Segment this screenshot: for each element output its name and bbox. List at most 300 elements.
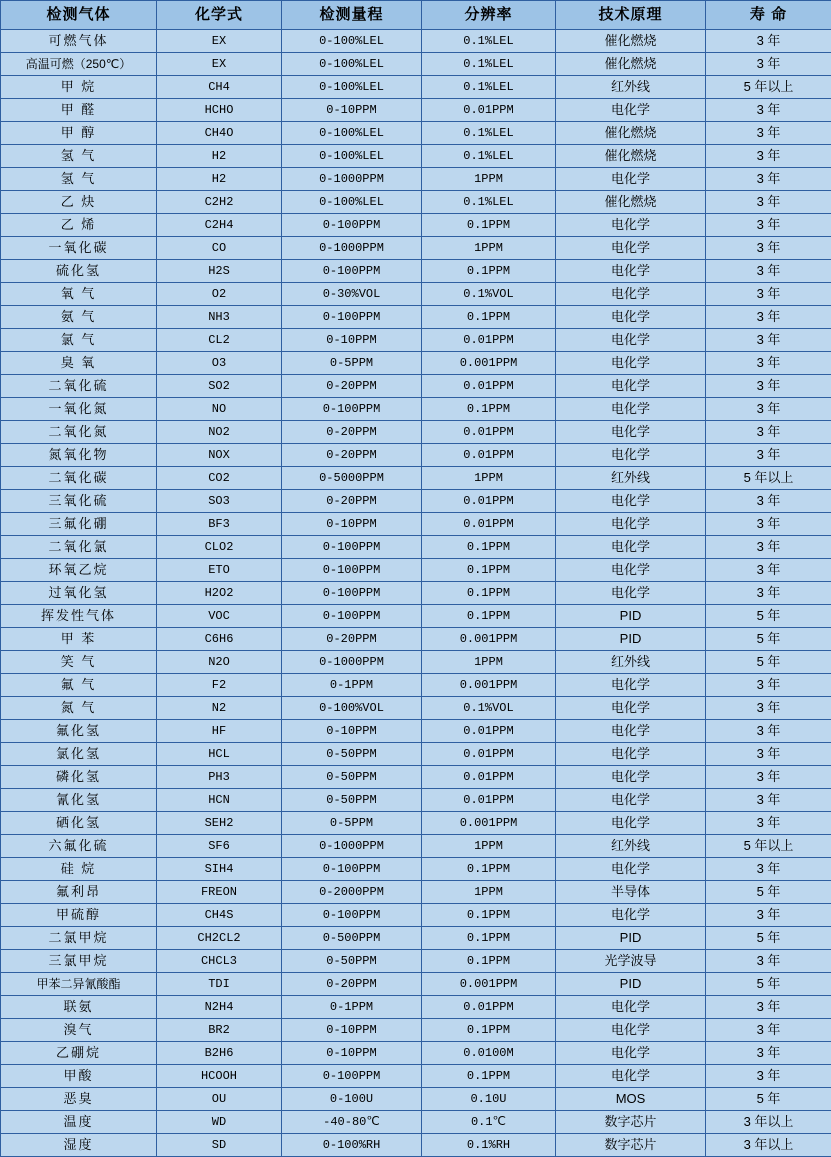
cell-life: 3 年 [706, 122, 831, 145]
cell-range: 0-100%LEL [282, 122, 422, 145]
cell-tech: 电化学 [556, 283, 706, 306]
cell-tech: 电化学 [556, 375, 706, 398]
cell-name: 环氧乙烷 [1, 559, 157, 582]
cell-life: 3 年 [706, 191, 831, 214]
table-row [1, 812, 831, 835]
cell-code: SEH2 [157, 812, 282, 835]
table-row [1, 30, 831, 53]
cell-tech: 电化学 [556, 398, 706, 421]
cell-code: SF6 [157, 835, 282, 858]
cell-code: CO2 [157, 467, 282, 490]
cell-res: 0.01PPM [422, 743, 556, 766]
cell-tech: 电化学 [556, 237, 706, 260]
cell-res: 1PPM [422, 168, 556, 191]
cell-name: 氰化氢 [1, 789, 157, 812]
cell-code: HCOOH [157, 1065, 282, 1088]
cell-range: 0-20PPM [282, 490, 422, 513]
table-row [1, 651, 831, 674]
cell-life: 5 年以上 [706, 76, 831, 99]
cell-code: SD [157, 1134, 282, 1157]
cell-code: SIH4 [157, 858, 282, 881]
cell-range: 0-100PPM [282, 904, 422, 927]
cell-code: N2H4 [157, 996, 282, 1019]
cell-range: 0-20PPM [282, 628, 422, 651]
cell-res: 0.001PPM [422, 973, 556, 996]
table-row [1, 237, 831, 260]
cell-name: 乙 炔 [1, 191, 157, 214]
cell-name: 氢 气 [1, 168, 157, 191]
cell-code: VOC [157, 605, 282, 628]
cell-life: 5 年以上 [706, 467, 831, 490]
cell-range: 0-100%LEL [282, 30, 422, 53]
cell-res: 0.1%LEL [422, 76, 556, 99]
table-row [1, 536, 831, 559]
cell-range: 0-50PPM [282, 743, 422, 766]
cell-range: 0-5PPM [282, 812, 422, 835]
cell-name: 笑 气 [1, 651, 157, 674]
cell-tech: 催化燃烧 [556, 145, 706, 168]
cell-tech: 电化学 [556, 1019, 706, 1042]
cell-life: 3 年 [706, 421, 831, 444]
table-row [1, 467, 831, 490]
cell-range: 0-100PPM [282, 214, 422, 237]
table-row [1, 1042, 831, 1065]
cell-code: H2 [157, 145, 282, 168]
table-row [1, 582, 831, 605]
cell-code: NH3 [157, 306, 282, 329]
cell-tech: PID [556, 927, 706, 950]
cell-life: 3 年 [706, 214, 831, 237]
cell-range: 0-100%LEL [282, 145, 422, 168]
cell-range: 0-10PPM [282, 1042, 422, 1065]
cell-range: 0-10PPM [282, 720, 422, 743]
cell-life: 3 年 [706, 996, 831, 1019]
cell-name: 甲 烷 [1, 76, 157, 99]
cell-range: 0-10PPM [282, 1019, 422, 1042]
cell-tech: 红外线 [556, 76, 706, 99]
cell-tech: 电化学 [556, 513, 706, 536]
cell-res: 0.1℃ [422, 1111, 556, 1134]
cell-code: CLO2 [157, 536, 282, 559]
cell-name: 甲 醇 [1, 122, 157, 145]
cell-tech: 电化学 [556, 858, 706, 881]
table-row [1, 99, 831, 122]
cell-life: 3 年 [706, 490, 831, 513]
cell-tech: 电化学 [556, 674, 706, 697]
table-row [1, 973, 831, 996]
cell-name: 恶臭 [1, 1088, 157, 1111]
table-row [1, 306, 831, 329]
cell-res: 1PPM [422, 237, 556, 260]
cell-name: 三氯甲烷 [1, 950, 157, 973]
cell-life: 3 年 [706, 674, 831, 697]
cell-life: 5 年 [706, 973, 831, 996]
cell-res: 0.1PPM [422, 1019, 556, 1042]
cell-life: 5 年 [706, 651, 831, 674]
cell-res: 1PPM [422, 881, 556, 904]
cell-name: 挥发性气体 [1, 605, 157, 628]
cell-life: 5 年 [706, 628, 831, 651]
cell-life: 3 年 [706, 329, 831, 352]
cell-name: 二氧化氮 [1, 421, 157, 444]
cell-life: 3 年 [706, 789, 831, 812]
cell-res: 0.1PPM [422, 858, 556, 881]
cell-res: 0.1PPM [422, 904, 556, 927]
cell-code: SO2 [157, 375, 282, 398]
cell-code: HCL [157, 743, 282, 766]
cell-res: 0.1PPM [422, 950, 556, 973]
cell-range: 0-100PPM [282, 260, 422, 283]
table-row [1, 329, 831, 352]
cell-code: C2H2 [157, 191, 282, 214]
header-resolution: 分辨率 [422, 1, 556, 30]
table-row [1, 559, 831, 582]
table-row [1, 697, 831, 720]
table-row [1, 743, 831, 766]
cell-code: H2 [157, 168, 282, 191]
cell-life: 3 年 [706, 145, 831, 168]
cell-tech: 数字芯片 [556, 1134, 706, 1157]
cell-code: NO [157, 398, 282, 421]
cell-res: 0.1PPM [422, 214, 556, 237]
cell-res: 0.1%LEL [422, 30, 556, 53]
cell-life: 3 年 [706, 720, 831, 743]
cell-range: 0-1PPM [282, 996, 422, 1019]
cell-res: 0.01PPM [422, 421, 556, 444]
cell-res: 0.001PPM [422, 628, 556, 651]
cell-code: BF3 [157, 513, 282, 536]
table-row [1, 513, 831, 536]
cell-name: 高温可燃（250℃） [1, 53, 157, 76]
cell-range: 0-10PPM [282, 513, 422, 536]
table-row [1, 1088, 831, 1111]
cell-code: F2 [157, 674, 282, 697]
cell-range: -40-80℃ [282, 1111, 422, 1134]
table-row [1, 214, 831, 237]
cell-res: 0.01PPM [422, 375, 556, 398]
table-row [1, 628, 831, 651]
cell-tech: PID [556, 628, 706, 651]
cell-tech: 催化燃烧 [556, 30, 706, 53]
cell-code: H2O2 [157, 582, 282, 605]
cell-name: 氯化氢 [1, 743, 157, 766]
cell-code: N2 [157, 697, 282, 720]
cell-life: 3 年 [706, 444, 831, 467]
table-row [1, 168, 831, 191]
table-row [1, 490, 831, 513]
cell-tech: 电化学 [556, 329, 706, 352]
table-row [1, 260, 831, 283]
cell-life: 5 年 [706, 927, 831, 950]
cell-name: 甲 苯 [1, 628, 157, 651]
cell-code: C6H6 [157, 628, 282, 651]
cell-res: 0.1PPM [422, 306, 556, 329]
cell-tech: 电化学 [556, 444, 706, 467]
table-row [1, 835, 831, 858]
table-row [1, 444, 831, 467]
table-row [1, 1134, 831, 1157]
table-row [1, 927, 831, 950]
table-row [1, 398, 831, 421]
cell-life: 3 年 [706, 697, 831, 720]
cell-res: 0.01PPM [422, 99, 556, 122]
table-row [1, 1019, 831, 1042]
table-row [1, 1111, 831, 1134]
cell-name: 臭 氧 [1, 352, 157, 375]
cell-code: BR2 [157, 1019, 282, 1042]
table-row [1, 375, 831, 398]
cell-name: 溴气 [1, 1019, 157, 1042]
cell-range: 0-1PPM [282, 674, 422, 697]
cell-range: 0-100%LEL [282, 76, 422, 99]
cell-name: 三氧化硫 [1, 490, 157, 513]
cell-tech: 电化学 [556, 421, 706, 444]
cell-code: SO3 [157, 490, 282, 513]
cell-tech: 电化学 [556, 812, 706, 835]
cell-life: 3 年 [706, 283, 831, 306]
cell-range: 0-5PPM [282, 352, 422, 375]
cell-res: 0.1PPM [422, 605, 556, 628]
cell-res: 0.1%LEL [422, 53, 556, 76]
cell-res: 0.01PPM [422, 490, 556, 513]
cell-range: 0-1000PPM [282, 835, 422, 858]
cell-name: 氟 气 [1, 674, 157, 697]
cell-range: 0-500PPM [282, 927, 422, 950]
cell-name: 硒化氢 [1, 812, 157, 835]
cell-range: 0-5000PPM [282, 467, 422, 490]
cell-res: 0.1PPM [422, 927, 556, 950]
cell-name: 二氯甲烷 [1, 927, 157, 950]
cell-res: 0.1PPM [422, 582, 556, 605]
cell-name: 六氟化硫 [1, 835, 157, 858]
cell-life: 5 年 [706, 881, 831, 904]
cell-tech: 电化学 [556, 99, 706, 122]
cell-tech: 电化学 [556, 743, 706, 766]
cell-life: 3 年 [706, 53, 831, 76]
cell-life: 3 年 [706, 904, 831, 927]
cell-name: 乙 烯 [1, 214, 157, 237]
cell-name: 氟化氢 [1, 720, 157, 743]
cell-range: 0-30%VOL [282, 283, 422, 306]
cell-life: 3 年 [706, 582, 831, 605]
cell-code: CHCL3 [157, 950, 282, 973]
cell-code: CH4O [157, 122, 282, 145]
cell-name: 硫化氢 [1, 260, 157, 283]
cell-range: 0-100PPM [282, 858, 422, 881]
cell-res: 0.1PPM [422, 559, 556, 582]
cell-res: 0.1%LEL [422, 145, 556, 168]
cell-res: 0.1PPM [422, 1065, 556, 1088]
cell-code: ETO [157, 559, 282, 582]
cell-range: 0-100PPM [282, 398, 422, 421]
cell-res: 0.01PPM [422, 513, 556, 536]
cell-life: 3 年 [706, 513, 831, 536]
cell-name: 可燃气体 [1, 30, 157, 53]
table-header [1, 1, 831, 30]
cell-range: 0-100U [282, 1088, 422, 1111]
cell-life: 3 年 [706, 30, 831, 53]
cell-tech: MOS [556, 1088, 706, 1111]
cell-code: B2H6 [157, 1042, 282, 1065]
cell-tech: 催化燃烧 [556, 122, 706, 145]
table-row [1, 996, 831, 1019]
cell-name: 氧 气 [1, 283, 157, 306]
cell-tech: 电化学 [556, 582, 706, 605]
table-row [1, 122, 831, 145]
table-row [1, 881, 831, 904]
cell-life: 3 年 [706, 1065, 831, 1088]
cell-res: 0.1%VOL [422, 697, 556, 720]
header-detection-range: 检测量程 [282, 1, 422, 30]
cell-tech: 电化学 [556, 697, 706, 720]
cell-range: 0-50PPM [282, 789, 422, 812]
table-row [1, 191, 831, 214]
cell-tech: 电化学 [556, 559, 706, 582]
cell-tech: 电化学 [556, 260, 706, 283]
cell-name: 乙硼烷 [1, 1042, 157, 1065]
table-row [1, 283, 831, 306]
cell-range: 0-1000PPM [282, 237, 422, 260]
cell-tech: 电化学 [556, 720, 706, 743]
header-row [1, 1, 831, 30]
cell-name: 磷化氢 [1, 766, 157, 789]
cell-name: 硅 烷 [1, 858, 157, 881]
cell-life: 3 年以上 [706, 1111, 831, 1134]
cell-res: 0.01PPM [422, 789, 556, 812]
cell-tech: 电化学 [556, 1042, 706, 1065]
cell-tech: 红外线 [556, 467, 706, 490]
cell-res: 0.001PPM [422, 352, 556, 375]
table-row [1, 858, 831, 881]
header-technology: 技术原理 [556, 1, 706, 30]
cell-name: 甲苯二异氰酸酯 [1, 973, 157, 996]
cell-code: O3 [157, 352, 282, 375]
table-body [1, 30, 831, 1157]
cell-tech: 电化学 [556, 789, 706, 812]
cell-code: PH3 [157, 766, 282, 789]
cell-range: 0-100%LEL [282, 191, 422, 214]
cell-name: 二氧化硫 [1, 375, 157, 398]
cell-range: 0-20PPM [282, 375, 422, 398]
cell-code: CL2 [157, 329, 282, 352]
cell-res: 0.1PPM [422, 260, 556, 283]
cell-life: 3 年以上 [706, 1134, 831, 1157]
cell-life: 3 年 [706, 743, 831, 766]
cell-tech: 数字芯片 [556, 1111, 706, 1134]
cell-range: 0-10PPM [282, 329, 422, 352]
cell-name: 二氧化碳 [1, 467, 157, 490]
table-row [1, 720, 831, 743]
cell-life: 3 年 [706, 559, 831, 582]
cell-name: 氯 气 [1, 329, 157, 352]
cell-range: 0-1000PPM [282, 168, 422, 191]
table-row [1, 674, 831, 697]
cell-life: 3 年 [706, 1042, 831, 1065]
cell-range: 0-20PPM [282, 444, 422, 467]
cell-range: 0-100PPM [282, 559, 422, 582]
table-row [1, 1065, 831, 1088]
cell-name: 温度 [1, 1111, 157, 1134]
cell-life: 3 年 [706, 398, 831, 421]
cell-tech: 电化学 [556, 490, 706, 513]
cell-name: 氢 气 [1, 145, 157, 168]
cell-life: 3 年 [706, 858, 831, 881]
cell-code: HCN [157, 789, 282, 812]
cell-res: 0.1PPM [422, 398, 556, 421]
cell-range: 0-1000PPM [282, 651, 422, 674]
cell-name: 湿度 [1, 1134, 157, 1157]
cell-code: EX [157, 30, 282, 53]
cell-range: 0-100%VOL [282, 697, 422, 720]
table-row [1, 421, 831, 444]
table-row [1, 950, 831, 973]
cell-life: 3 年 [706, 536, 831, 559]
cell-life: 3 年 [706, 168, 831, 191]
cell-range: 0-20PPM [282, 973, 422, 996]
cell-res: 0.01PPM [422, 720, 556, 743]
cell-range: 0-20PPM [282, 421, 422, 444]
cell-code: CH4 [157, 76, 282, 99]
cell-res: 0.0100M [422, 1042, 556, 1065]
cell-life: 3 年 [706, 306, 831, 329]
table-row [1, 766, 831, 789]
cell-range: 0-100PPM [282, 306, 422, 329]
cell-tech: 电化学 [556, 306, 706, 329]
cell-life: 3 年 [706, 950, 831, 973]
cell-res: 0.01PPM [422, 329, 556, 352]
cell-range: 0-100PPM [282, 1065, 422, 1088]
cell-res: 1PPM [422, 467, 556, 490]
cell-range: 0-100PPM [282, 605, 422, 628]
cell-res: 0.01PPM [422, 996, 556, 1019]
cell-res: 1PPM [422, 835, 556, 858]
cell-name: 甲硫醇 [1, 904, 157, 927]
cell-res: 0.1%VOL [422, 283, 556, 306]
cell-tech: PID [556, 973, 706, 996]
cell-code: C2H4 [157, 214, 282, 237]
cell-code: EX [157, 53, 282, 76]
cell-tech: 红外线 [556, 651, 706, 674]
cell-code: NO2 [157, 421, 282, 444]
cell-code: CH4S [157, 904, 282, 927]
cell-life: 3 年 [706, 352, 831, 375]
table-row [1, 145, 831, 168]
cell-res: 0.1%RH [422, 1134, 556, 1157]
cell-name: 氮 气 [1, 697, 157, 720]
cell-name: 氨 气 [1, 306, 157, 329]
cell-life: 5 年 [706, 1088, 831, 1111]
cell-life: 3 年 [706, 1019, 831, 1042]
table-row [1, 904, 831, 927]
cell-code: FREON [157, 881, 282, 904]
cell-code: OU [157, 1088, 282, 1111]
cell-name: 过氧化氢 [1, 582, 157, 605]
cell-range: 0-50PPM [282, 950, 422, 973]
table-row [1, 352, 831, 375]
cell-range: 0-100%RH [282, 1134, 422, 1157]
cell-range: 0-100%LEL [282, 53, 422, 76]
cell-res: 0.1%LEL [422, 191, 556, 214]
cell-tech: PID [556, 605, 706, 628]
cell-res: 0.01PPM [422, 444, 556, 467]
header-gas-name: 检测气体 [1, 1, 157, 30]
cell-res: 0.10U [422, 1088, 556, 1111]
cell-life: 5 年以上 [706, 835, 831, 858]
cell-name: 一氧化碳 [1, 237, 157, 260]
cell-res: 1PPM [422, 651, 556, 674]
cell-tech: 电化学 [556, 214, 706, 237]
header-lifespan: 寿 命 [706, 1, 831, 30]
